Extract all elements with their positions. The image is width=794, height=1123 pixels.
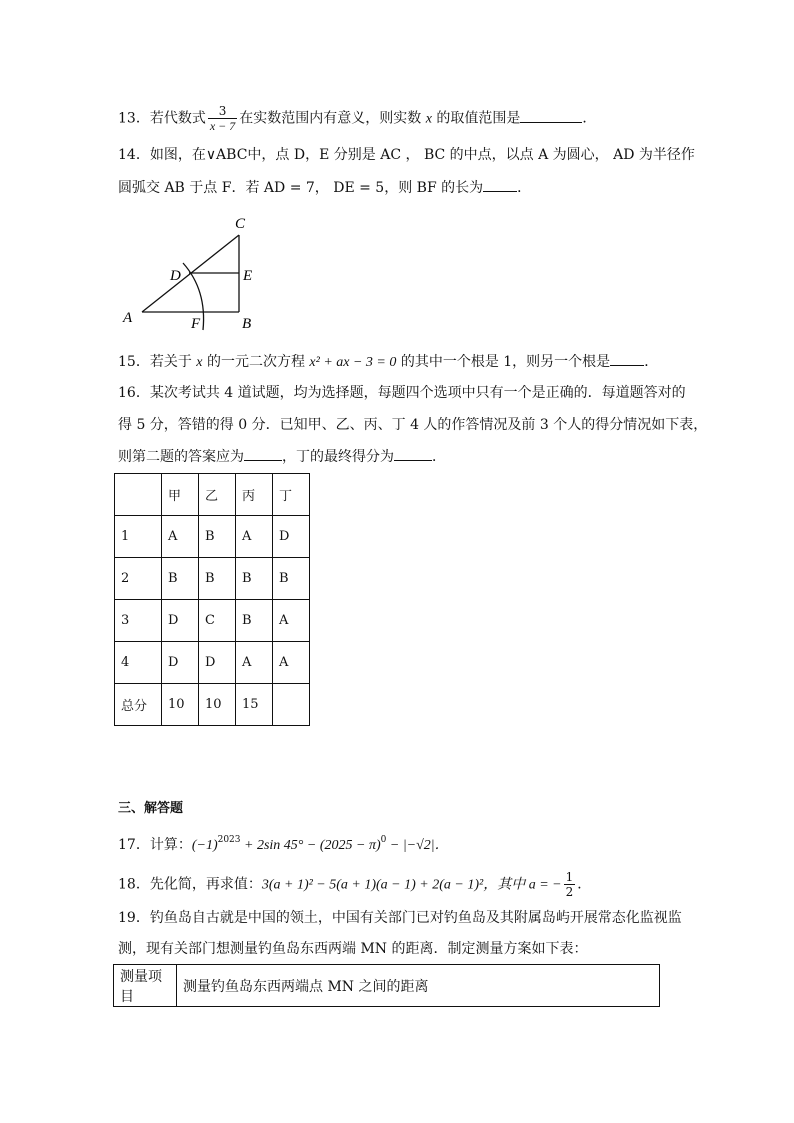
- table-cell: B: [162, 558, 199, 600]
- q13-answer-blank[interactable]: [520, 108, 582, 123]
- q16-line2: 得 5 分，答错的得 0 分．已知甲、乙、丙、丁 4 人的作答情况及前 3 个人的得分情况如下表，: [118, 417, 708, 433]
- label-c: C: [235, 216, 246, 232]
- question-18: 18．先化简，再求值：3(a + 1)² − 5(a + 1)(a − 1) + 2(a − 1)²，其中 a = − $\frac{1}{2}$ ．: [118, 870, 592, 899]
- table-cell: 1: [115, 516, 162, 558]
- table-cell: A: [162, 516, 199, 558]
- q16-line3: 则第二题的答案应为 ，丁的最终得分为 ．: [118, 446, 446, 467]
- table-row: [115, 684, 310, 726]
- table-cell: 4: [115, 642, 162, 684]
- table-row: [115, 600, 310, 642]
- q14-line1: 14．如图，在∨ABC中，点 D，E 分别是 AC ， BC 的中点，以点 A 为圆心， AD 为半径作: [118, 147, 695, 163]
- table-cell: 测量项目: [114, 965, 177, 1007]
- table-cell: 10: [162, 684, 199, 726]
- table-cell: D: [162, 600, 199, 642]
- q15-answer-blank[interactable]: [610, 351, 644, 366]
- table-cell: 2: [115, 558, 162, 600]
- table-cell: A: [273, 642, 310, 684]
- table-cell: D: [162, 642, 199, 684]
- table-row: [115, 642, 310, 684]
- table-cell: B: [199, 558, 236, 600]
- answers-table: [114, 473, 310, 726]
- table-cell: 丙: [236, 474, 273, 516]
- label-e: E: [243, 268, 253, 284]
- table-cell: D: [199, 642, 236, 684]
- table-cell: A: [236, 642, 273, 684]
- q13-fraction: $\frac{3}{x - 7}$: [209, 104, 236, 133]
- table-cell: [273, 684, 310, 726]
- q19-line2: 测，现有关部门想测量钓鱼岛东西两端 MN 的距离．制定测量方案如下表：: [118, 941, 588, 957]
- q19-line1: 19．钓鱼岛自古就是中国的领土，中国有关部门已对钓鱼岛及其附属岛屿开展常态化监视监: [118, 910, 682, 926]
- table-cell: C: [199, 600, 236, 642]
- question-17: 17．计算：$(-1)^{2023} + 2\sin$ $45^\circ - (2025 - \pi)^0 - |-√2|$．: [118, 835, 449, 853]
- q16-line1: 16．某次考试共 4 道试题，均为选择题，每题四个选项中只有一个是正确的．每道题答对的: [118, 385, 686, 401]
- q13-pre: 若代数式: [149, 110, 206, 127]
- table-cell: B: [236, 600, 273, 642]
- table-row: [115, 516, 310, 558]
- table-cell: 测量钓鱼岛东西两端点 MN 之间的距离: [177, 965, 660, 1007]
- table-cell: [115, 474, 162, 516]
- table-cell: B: [199, 516, 236, 558]
- label-b: B: [242, 316, 252, 332]
- q16-answer-blank-1[interactable]: [244, 446, 282, 461]
- table-header-row: [115, 474, 310, 516]
- measurement-plan-table: [113, 964, 660, 1007]
- triangle-figure: [115, 210, 275, 335]
- section-heading: 三、解答题: [118, 801, 184, 816]
- table-cell: B: [236, 558, 273, 600]
- q13-mid: 在实数范围内有意义，则实数: [239, 110, 422, 127]
- table-cell: B: [273, 558, 310, 600]
- label-d: D: [170, 268, 181, 284]
- label-a: A: [123, 310, 133, 326]
- table-row: [114, 965, 660, 1007]
- q14-line2: 圆弧交 AB 于点 F．若 AD = 7， DE = 5，则 BF 的长为 ．: [118, 177, 531, 198]
- table-cell: 甲: [162, 474, 199, 516]
- label-f: F: [191, 316, 201, 332]
- table-cell: A: [273, 600, 310, 642]
- table-cell: 总分: [115, 684, 162, 726]
- table-cell: 3: [115, 600, 162, 642]
- q14-answer-blank[interactable]: [483, 177, 517, 192]
- question-15: 15．若关于 x 的一元二次方程 x² + ax − 3 = 0 的其中一个根是 1，则另一个根是 ．: [118, 351, 658, 373]
- table-cell: 10: [199, 684, 236, 726]
- question-13: 13．若代数式 $\frac{3}{x - 7}$ 在实数范围内有意义，则实数 x 的取值范围是 ．: [118, 104, 597, 133]
- q15-equation: x² + ax − 3 = 0: [309, 355, 397, 370]
- q13-number: 13．: [118, 110, 150, 127]
- table-cell: A: [236, 516, 273, 558]
- q16-answer-blank-2[interactable]: [394, 446, 432, 461]
- table-row: [115, 558, 310, 600]
- table-cell: 乙: [199, 474, 236, 516]
- table-cell: D: [273, 516, 310, 558]
- table-cell: 丁: [273, 474, 310, 516]
- table-cell: 15: [236, 684, 273, 726]
- q18-fraction: $\frac{1}{2}$: [565, 870, 574, 899]
